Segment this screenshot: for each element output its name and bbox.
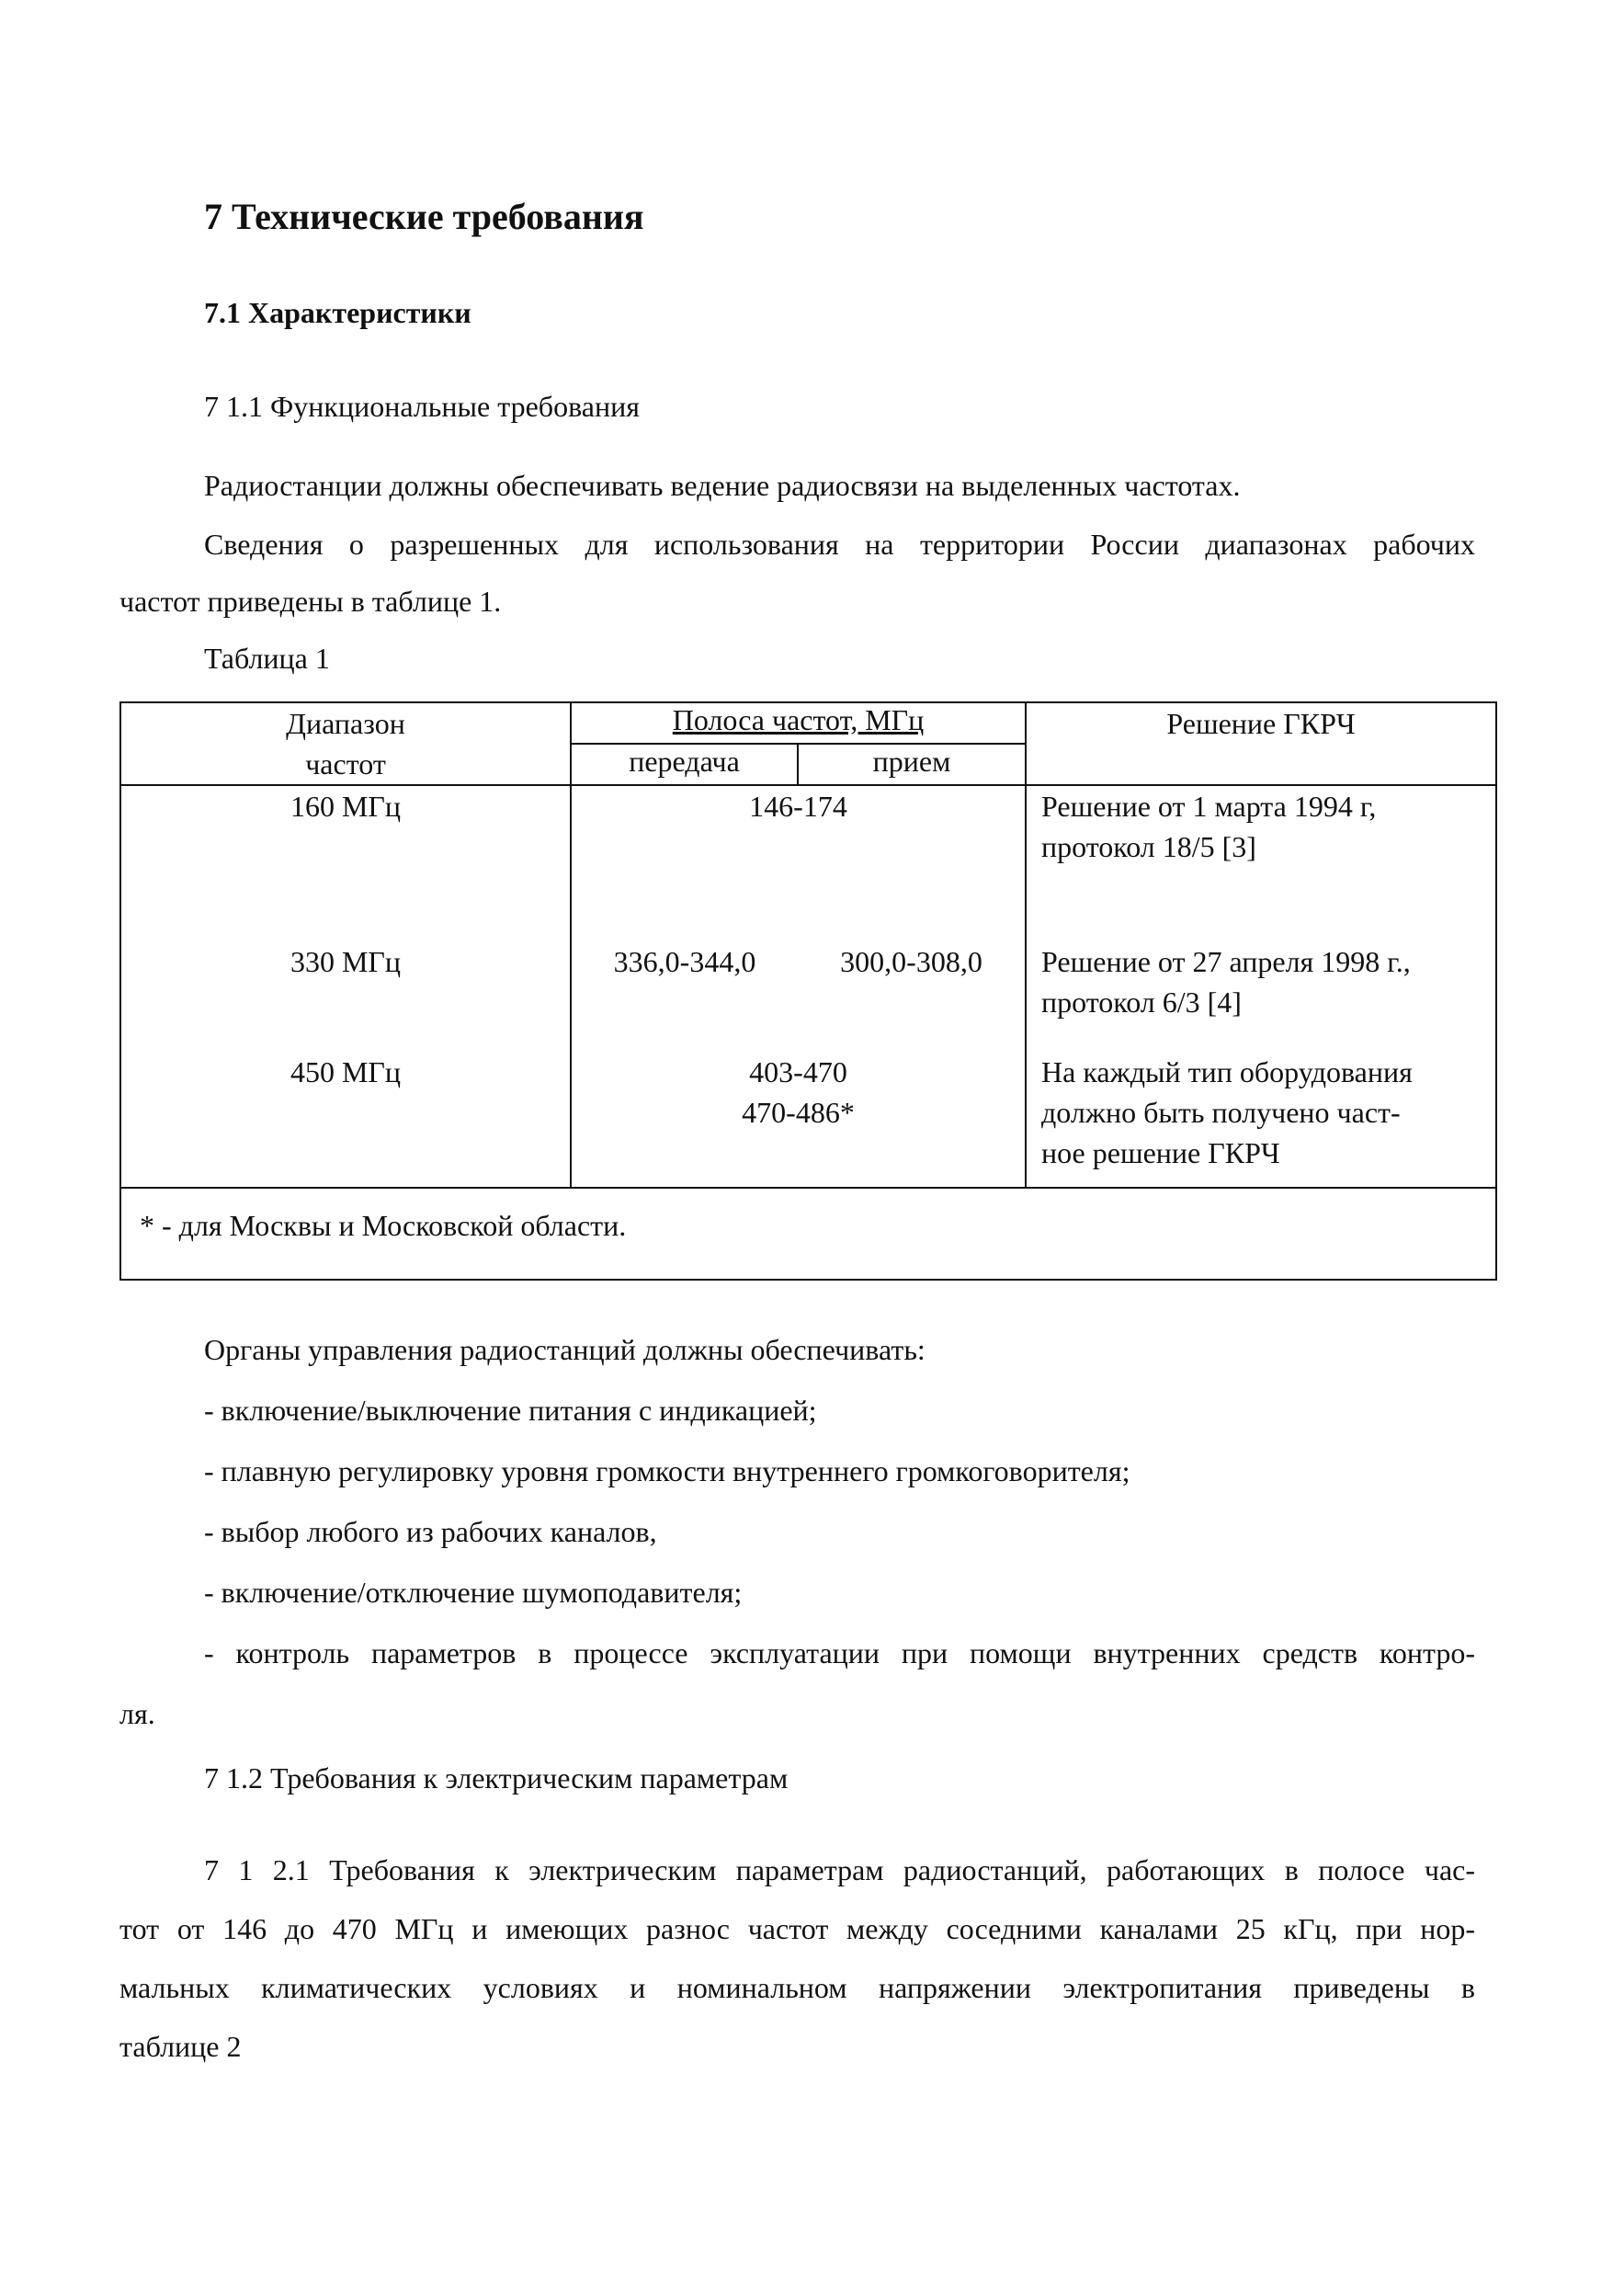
table-cell-decision [1026, 785, 1496, 941]
table-header-tx: передача [571, 744, 798, 785]
controls-item: - выбор любого из рабочих каналов, [204, 1515, 657, 1548]
decision-line: протокол 18/5 [3] [1041, 830, 1256, 863]
controls-intro: Органы управления радиостанций должны обеспечивать: [204, 1333, 926, 1366]
controls-item-tail: ля. [119, 1697, 155, 1730]
header-decision-label: Решение ГКРЧ [1166, 707, 1356, 740]
header-band-line1: Диапазон [286, 707, 405, 740]
freq-403-470: 403-470 [749, 1055, 847, 1088]
table-footnote: * - для Москвы и Московской области. [140, 1209, 627, 1242]
header-frequency-label: Полоса частот, МГц [672, 703, 925, 736]
table-cell-tx [571, 941, 798, 1052]
decision-line: На каждый тип оборудования [1041, 1055, 1413, 1088]
controls-item: - плавную регулировку уровня громкости внутреннего громкоговорителя; [204, 1454, 1130, 1487]
table-cell-frequency [571, 785, 1026, 941]
table-footnote-row [120, 1188, 1496, 1280]
paragraph: Радиостанции должны обеспечивать ведение радиосвязи на выделенных частотах. [204, 469, 1241, 502]
decision-line: Решение от 27 апреля 1998 г., [1041, 945, 1411, 978]
paragraph-line: частот приведены в таблице 1. [119, 585, 502, 618]
table-row [120, 785, 571, 941]
band-330: 330 МГц [290, 945, 402, 978]
table-row [120, 941, 571, 1052]
freq-rx-330: 300,0-308,0 [840, 945, 982, 978]
controls-item: - контроль параметров в процессе эксплуатации при помощи внутренних средств контро- [204, 1636, 1475, 1669]
paragraph-line: тот от 146 до 470 МГц и имеющих разнос частот между соседними каналами 25 кГц, при нор- [119, 1912, 1475, 1945]
band-160: 160 МГц [290, 790, 402, 823]
header-band-line2: частот [305, 747, 386, 780]
clause-heading-7-1-2: 7 1.2 Требования к электрическим параметрам [204, 1761, 789, 1794]
table-cell-rx [798, 941, 1026, 1052]
table-header-band [120, 702, 571, 785]
freq-146-174: 146-174 [749, 790, 847, 823]
freq-tx-330: 336,0-344,0 [613, 945, 756, 978]
paragraph-line: мальных климатических условиях и номинальном напряжении электропитания приведены в [119, 1971, 1475, 2004]
controls-item: - включение/отключение шумоподавителя; [204, 1576, 743, 1609]
table-header-decision [1026, 702, 1496, 785]
decision-line: должно быть получено част- [1041, 1096, 1401, 1129]
subsection-heading-7-1: 7.1 Характеристики [204, 296, 471, 329]
table-cell-decision [1026, 941, 1496, 1052]
decision-line: Решение от 1 марта 1994 г, [1041, 790, 1377, 823]
table-cell-frequency [571, 1052, 1026, 1188]
controls-item: - включение/выключение питания с индикацией; [204, 1394, 817, 1427]
table-header-rx: прием [798, 744, 1026, 785]
paragraph-line: Сведения о разрешенных для использования на территории России диапазонах рабочих [204, 528, 1475, 561]
paragraph-line: 7 1 2.1 Требования к электрическим параметрам радиостанций, работающих в полосе час- [204, 1853, 1475, 1886]
clause-heading-7-1-1: 7 1.1 Функциональные требования [204, 390, 640, 423]
paragraph-line: таблице 2 [119, 2030, 242, 2063]
table-cell-decision [1026, 1052, 1496, 1188]
decision-line: протокол 6/3 [4] [1041, 985, 1242, 1019]
band-450: 450 МГц [290, 1055, 402, 1088]
freq-470-486: 470-486* [742, 1096, 855, 1129]
table-header-frequency-band [571, 702, 1026, 744]
table-caption: Таблица 1 [204, 642, 330, 675]
decision-line: ное решение ГКРЧ [1041, 1136, 1280, 1169]
table-row [120, 1052, 571, 1188]
section-heading-7: 7 Технические требования [204, 196, 644, 237]
frequency-table [119, 701, 1497, 1281]
